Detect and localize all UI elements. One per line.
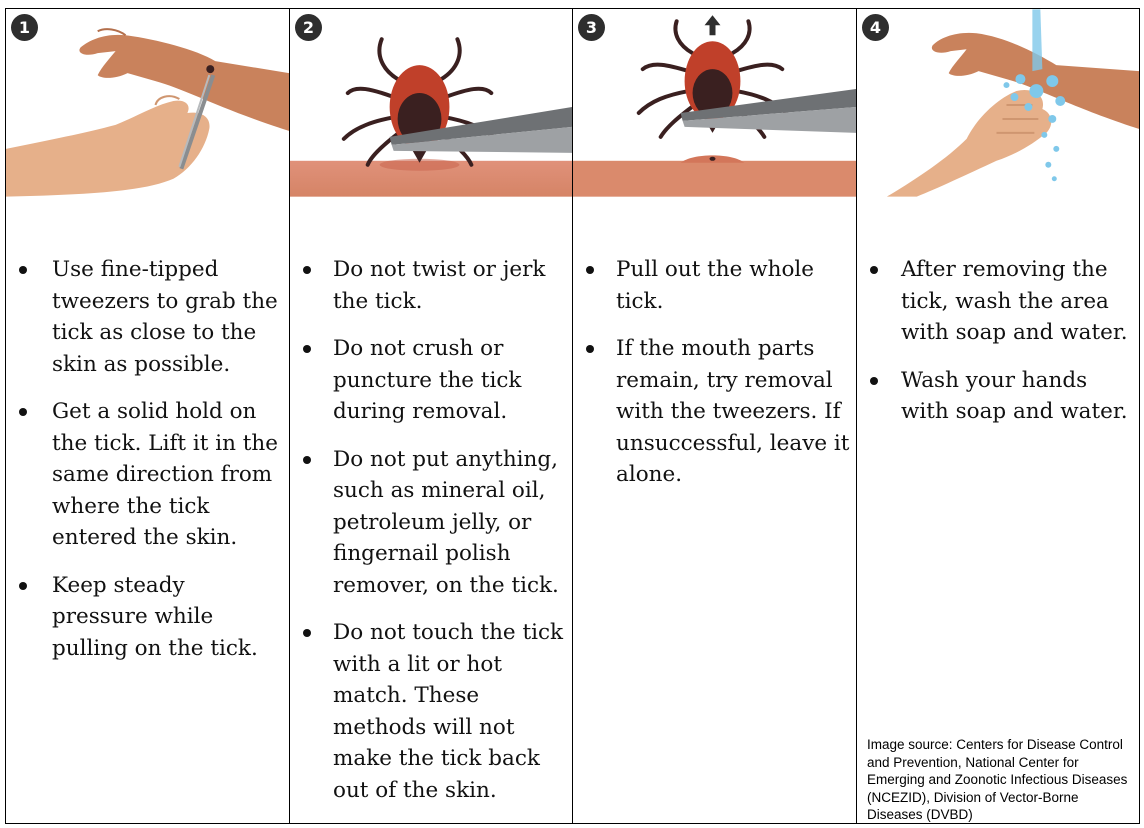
step-number-badge: 3 [578, 14, 605, 41]
step-4-column [857, 9, 1139, 823]
step-number-badge: 1 [11, 14, 38, 41]
step-4-illustration [857, 9, 1139, 197]
bullet-item: Use fine-tipped tweezers to grab the tick as close to the skin as possible. [6, 254, 289, 380]
step-3-illustration [573, 9, 856, 197]
bullet-item: Get a solid hold on the tick. Lift it in the same direction from where the tick entered the skin. [6, 396, 289, 554]
tick-icon [206, 65, 214, 73]
image-source-credit: Image source: Centers for Disease Control and Prevention, National Center for Emerging and Zoonotic Infectious Diseases (NCEZID), Division of Vector-Borne Diseases (DVBD) [867, 737, 1128, 822]
bullet-item: Do not twist or jerk the tick. [290, 254, 572, 317]
step-1-column [6, 9, 290, 823]
step-2-bullets [290, 254, 572, 822]
step-2-column [290, 9, 573, 823]
step-4-bullets [857, 254, 1139, 444]
step-2-illustration [290, 9, 572, 197]
step-number-badge: 2 [295, 14, 322, 41]
bullet-item: Keep steady pressure while pulling on the tick. [6, 570, 289, 665]
bullet-item: Do not crush or puncture the tick during removal. [290, 333, 572, 428]
step-1-illustration [6, 9, 289, 197]
step-3-bullets [573, 254, 856, 507]
bullet-item: Do not put anything, such as mineral oil, petroleum jelly, or fingernail polish remover, on the tick. [290, 444, 572, 602]
tick-removal-grid [5, 8, 1140, 824]
bullet-item: If the mouth parts remain, try removal with the tweezers. If unsuccessful, leave it alone. [573, 333, 856, 491]
step-number-badge: 4 [862, 14, 889, 41]
bullet-item: After removing the tick, wash the area with soap and water. [857, 254, 1139, 349]
step-3-column [573, 9, 857, 823]
bullet-item: Do not touch the tick with a lit or hot match. These methods will not make the tick back out of the skin. [290, 617, 572, 806]
skin-surface [573, 161, 856, 197]
bullet-item: Wash your hands with soap and water. [857, 365, 1139, 428]
step-1-bullets [6, 254, 289, 680]
arrow-up-icon [705, 15, 721, 35]
bullet-item: Pull out the whole tick. [573, 254, 856, 317]
